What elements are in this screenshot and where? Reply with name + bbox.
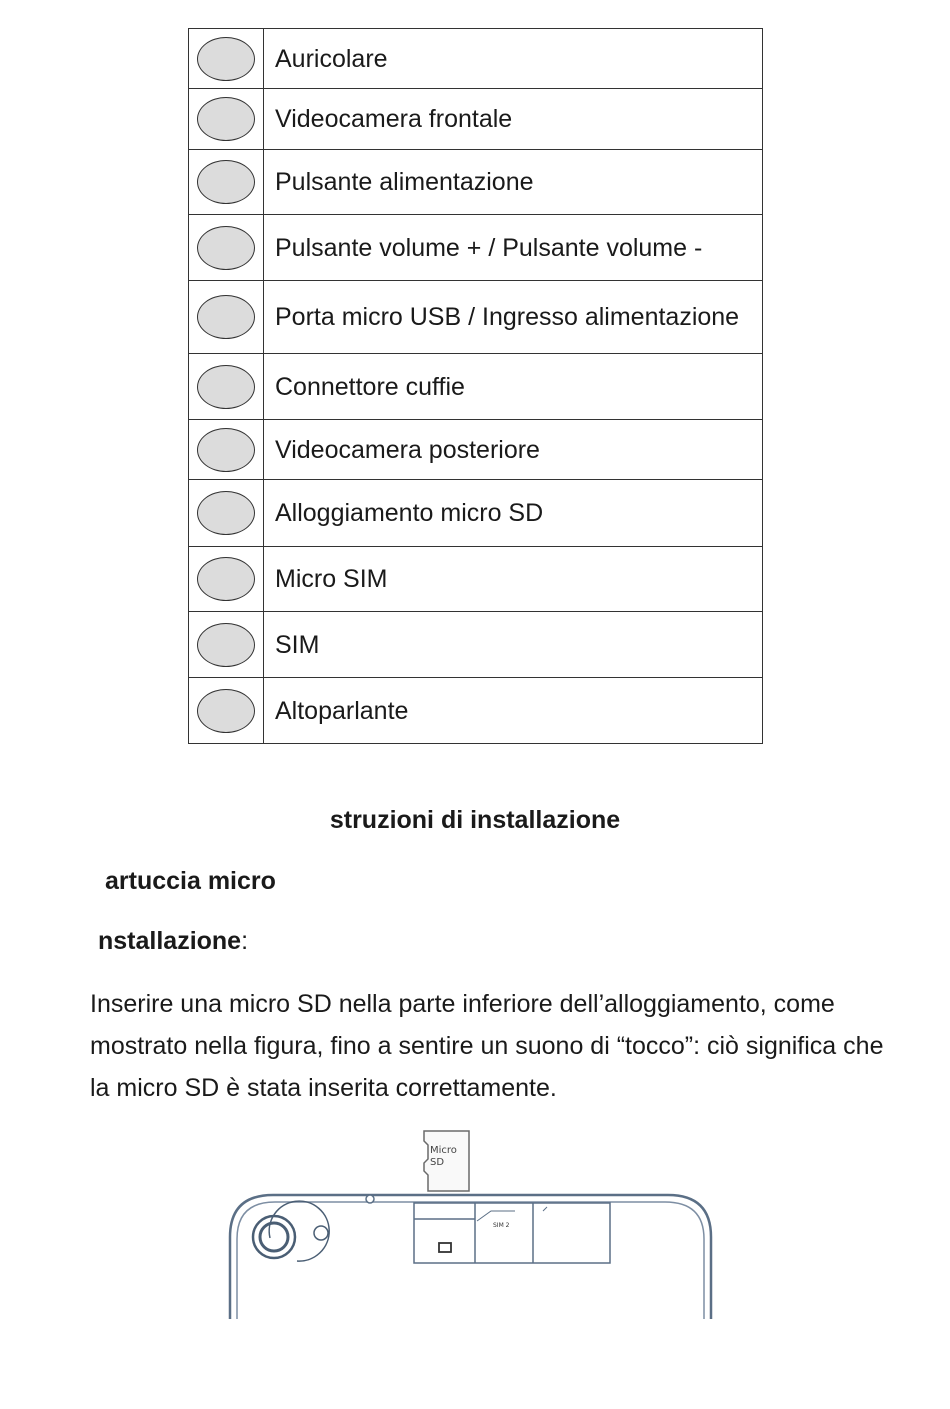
number-circle: [197, 689, 255, 733]
legend-label: Auricolare: [264, 29, 763, 89]
legend-row: [189, 547, 763, 612]
number-circle: [197, 557, 255, 601]
card-label-line1: Micro: [430, 1145, 457, 1156]
install-heading: [98, 927, 248, 956]
legend-label: SIM: [264, 612, 763, 678]
legend-label: Pulsante volume + / Pulsante volume -: [264, 215, 763, 281]
card-label-line2: SD: [430, 1157, 445, 1168]
legend-label: Videocamera frontale: [264, 89, 763, 150]
legend-row: [189, 612, 763, 678]
legend-label: Altoparlante: [264, 678, 763, 744]
sim-slot-label: SIM 2: [493, 1222, 510, 1229]
legend-row: [189, 89, 763, 150]
micro-sd-card: [424, 1131, 469, 1191]
number-circle: [197, 428, 255, 472]
instructions-paragraph: Inserire una micro SD nella parte inferiore dell’alloggiamento, come mostrato nella figura, fino a sentire un suono di “tocco”: ciò significa che la micro SD è stata inserita correttamente.: [90, 990, 884, 1102]
legend-label: Micro SIM: [264, 547, 763, 612]
legend-row: [189, 678, 763, 744]
number-circle: [197, 623, 255, 667]
subsection-title: artuccia micro: [105, 867, 276, 895]
legend-label: Alloggiamento micro SD: [264, 480, 763, 547]
number-circle: [197, 365, 255, 409]
component-legend-table: [188, 28, 763, 744]
legend-label: Pulsante alimentazione: [264, 150, 763, 215]
legend-row: [189, 480, 763, 547]
legend-label: Connettore cuffie: [264, 354, 763, 420]
legend-label: Videocamera posteriore: [264, 420, 763, 480]
phone-installation-figure: [225, 1125, 715, 1321]
number-circle: [197, 491, 255, 535]
install-label: nstallazione: [98, 927, 242, 955]
legend-row: [189, 354, 763, 420]
card-slots: [414, 1203, 610, 1263]
speaker-hole: [366, 1195, 374, 1203]
legend-row: [189, 215, 763, 281]
legend-row: [189, 420, 763, 480]
number-circle: [197, 226, 255, 270]
number-circle: [197, 160, 255, 204]
legend-label: Porta micro USB / Ingresso alimentazione: [264, 281, 763, 354]
install-colon: :: [241, 927, 249, 955]
legend-row: [189, 29, 763, 89]
rear-camera-icon: [253, 1201, 329, 1261]
number-circle: [197, 97, 255, 141]
section-title: struzioni di installazione: [329, 806, 621, 834]
legend-row: [189, 150, 763, 215]
legend-row: [189, 281, 763, 354]
number-circle: [197, 37, 255, 81]
number-circle: [197, 295, 255, 339]
